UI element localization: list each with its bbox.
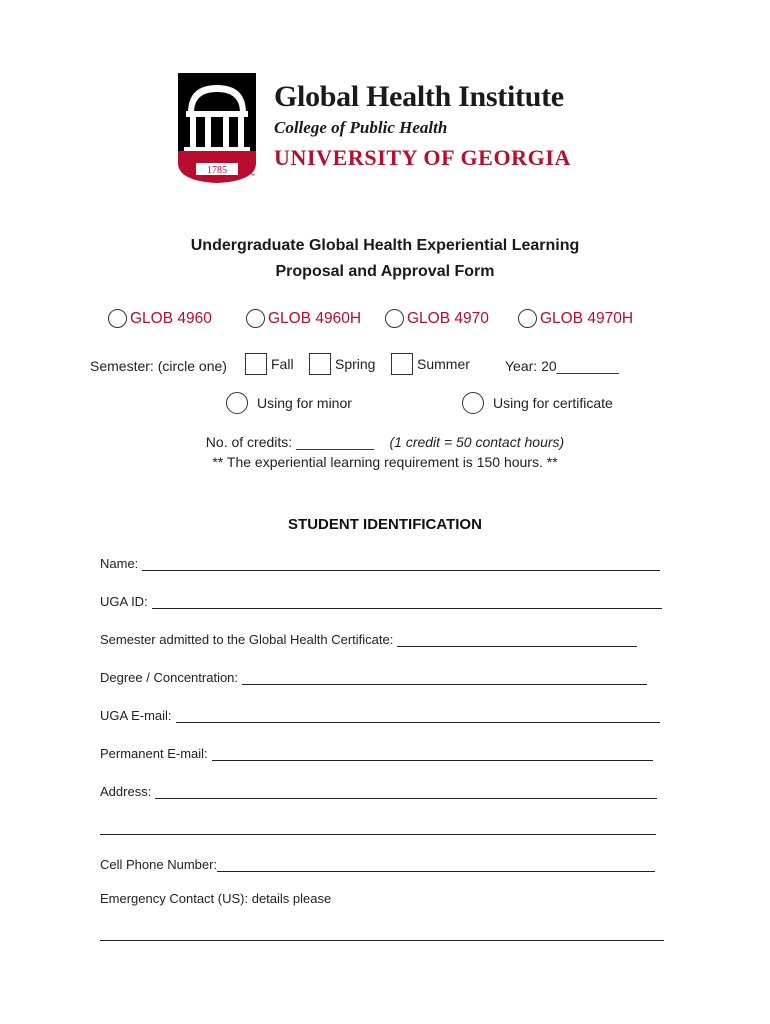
permanent-email-label: Permanent E-mail:	[100, 746, 208, 761]
credits-line	[0, 434, 770, 450]
credits-note: (1 credit = 50 contact hours)	[389, 434, 565, 450]
section-heading-student-identification: STUDENT IDENTIFICATION	[288, 516, 482, 533]
semester-admitted-input-line[interactable]	[397, 634, 637, 647]
college-name: College of Public Health	[274, 118, 448, 137]
uga-email-label: UGA E-mail:	[100, 708, 172, 723]
semester-option-label: Fall	[271, 356, 294, 372]
permanent-email-field[interactable]	[100, 746, 653, 761]
radio-circle-icon[interactable]	[518, 309, 537, 328]
course-label: GLOB 4960H	[268, 309, 362, 327]
using-for-certificate-label: Using for certificate	[493, 395, 613, 411]
trademark-mark: ™	[250, 173, 255, 179]
address-line-2[interactable]	[100, 834, 656, 835]
semester-admitted-label: Semester admitted to the Global Health Certificate:	[100, 632, 394, 647]
address-field[interactable]	[100, 784, 657, 799]
uga-email-field[interactable]	[100, 708, 660, 723]
course-option-glob4970h[interactable]	[518, 309, 633, 328]
name-input-line[interactable]	[142, 558, 660, 571]
course-label: GLOB 4970	[407, 309, 489, 327]
course-label: GLOB 4970H	[540, 309, 634, 327]
using-for-minor-option[interactable]	[226, 392, 352, 414]
credits-field[interactable]: No. of credits: __________	[205, 434, 374, 450]
checkbox-icon[interactable]	[309, 353, 331, 375]
radio-circle-icon[interactable]	[462, 392, 484, 414]
institute-name: Global Health Institute	[274, 80, 564, 113]
using-for-minor-label: Using for minor	[257, 395, 352, 411]
logo-year: 1785	[207, 165, 227, 176]
semester-option-fall[interactable]	[245, 353, 294, 375]
semester-label: Semester: (circle one)	[90, 358, 227, 374]
cell-phone-label: Cell Phone Number:	[100, 857, 218, 872]
permanent-email-input-line[interactable]	[212, 748, 653, 761]
radio-circle-icon[interactable]	[108, 309, 127, 328]
name-label: Name:	[100, 556, 139, 571]
radio-circle-icon[interactable]	[246, 309, 265, 328]
year-field[interactable]: Year: 20________	[505, 358, 619, 374]
cell-phone-field[interactable]	[100, 857, 655, 872]
uga-arch-logo	[178, 73, 256, 183]
course-option-glob4970[interactable]	[385, 309, 489, 328]
semester-option-summer[interactable]	[391, 353, 470, 375]
course-label: GLOB 4960	[130, 309, 212, 327]
semester-option-spring[interactable]	[309, 353, 375, 375]
semester-admitted-field[interactable]	[100, 632, 637, 647]
uga-id-label: UGA ID:	[100, 594, 148, 609]
university-name: UNIVERSITY OF GEORGIA	[274, 145, 572, 170]
emergency-contact-label: Emergency Contact (US): details please	[100, 891, 332, 906]
degree-input-line[interactable]	[242, 672, 647, 685]
address-label: Address:	[100, 784, 152, 799]
form-title-line2: Proposal and Approval Form	[275, 263, 495, 280]
semester-option-label: Summer	[417, 356, 470, 372]
cell-phone-input-line[interactable]	[217, 859, 655, 872]
experiential-requirement: ** The experiential learning requirement is 150 hours. **	[212, 454, 558, 470]
using-for-certificate-option[interactable]	[462, 392, 613, 414]
course-option-glob4960h[interactable]	[246, 309, 361, 328]
form-title-line1: Undergraduate Global Health Experiential Learning	[190, 237, 580, 254]
semester-option-label: Spring	[335, 356, 376, 372]
emergency-contact-input-line[interactable]	[100, 940, 664, 941]
radio-circle-icon[interactable]	[226, 392, 248, 414]
checkbox-icon[interactable]	[245, 353, 267, 375]
degree-label: Degree / Concentration:	[100, 670, 239, 685]
uga-id-field[interactable]	[100, 594, 662, 609]
checkbox-icon[interactable]	[391, 353, 413, 375]
uga-id-input-line[interactable]	[152, 596, 662, 609]
course-option-glob4960[interactable]	[108, 309, 212, 328]
address-input-line[interactable]	[155, 786, 657, 799]
name-field[interactable]	[100, 556, 660, 571]
radio-circle-icon[interactable]	[385, 309, 404, 328]
degree-field[interactable]	[100, 670, 647, 685]
uga-email-input-line[interactable]	[176, 710, 660, 723]
